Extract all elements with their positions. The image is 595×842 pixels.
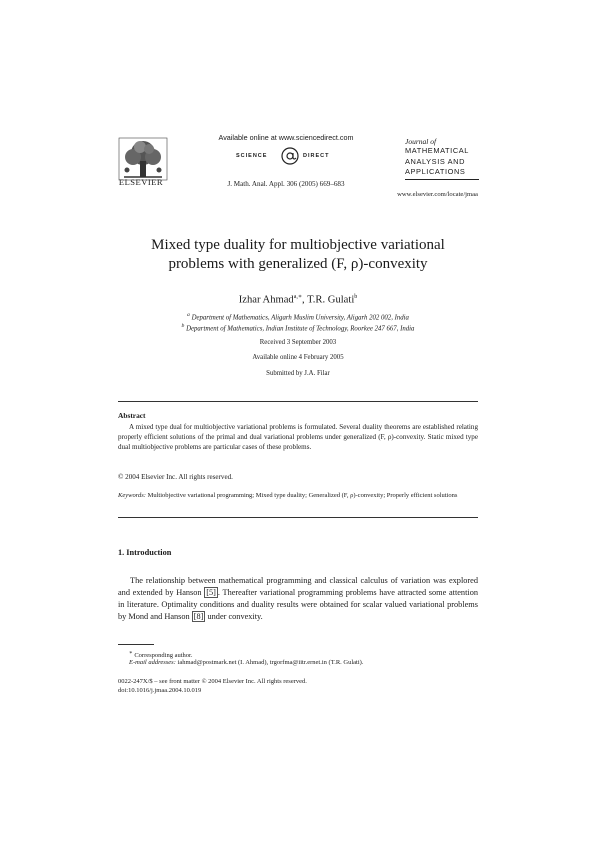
intro-text: under convexity.: [205, 612, 263, 622]
introduction-paragraph: [118, 575, 478, 623]
received-date: Received 3 September 2003: [259, 339, 337, 346]
abstract-paragraph: A mixed type dual for multiobjective variational problems is formulated. Several duality theorems are established relating properly efficient solutions of the primal and dual variational problems under generalized (F, ρ)-convexity. Static mixed type dual multiobjective problems are particular cases of these problems.: [118, 423, 478, 451]
footnote-text: Corresponding author.: [134, 652, 193, 660]
title-line-2: problems with generalized (F, ρ)-convexity: [168, 256, 428, 272]
author-superscript: a,∗: [293, 294, 302, 300]
title-line-1: Mixed type duality for multiobjective variational: [151, 237, 445, 253]
journal-line-3: APPLICATIONS: [405, 167, 466, 176]
sciencedirect-right: DIRECT: [303, 153, 330, 159]
affiliation-text: Department of Mathematics, Indian Institute of Technology, Roorkee 247 667, India: [186, 325, 415, 333]
submitted-by: Submitted by J.A. Filar: [266, 370, 330, 377]
divider: [118, 401, 478, 402]
article-title: [118, 236, 478, 274]
affiliation-b: [118, 323, 478, 332]
author-name: T.R. Gulati: [307, 294, 355, 306]
journal-citation: J. Math. Anal. Appl. 306 (2005) 669–683: [227, 180, 345, 188]
sciencedirect-logo: [236, 147, 356, 165]
keywords-text: Multiobjective variational programming; Mixed type duality; Generalized (F, ρ)-convexity; Properly efficient solutions: [147, 492, 458, 499]
journal-of-label: Journal of: [405, 137, 437, 146]
footnote-rule: [118, 644, 154, 645]
affiliation-mark: a: [187, 312, 190, 318]
citation-link[interactable]: [8]: [193, 612, 204, 622]
footnote-email: [118, 658, 478, 667]
affiliation-a: [118, 312, 478, 321]
intro-text: The relationship between mathematical programming and classical calculus of variation was explored and extended by Hanson: [118, 576, 478, 598]
email-label: E-mail addresses:: [129, 659, 176, 666]
introduction-body: [118, 575, 478, 623]
issn-line: 0022-247X/$ – see front matter © 2004 Elsevier Inc. All rights reserved.: [118, 678, 307, 685]
journal-url[interactable]: www.elsevier.com/locate/jmaa: [397, 191, 478, 198]
doi-line[interactable]: doi:10.1016/j.jmaa.2004.10.019: [118, 687, 202, 694]
author-name: Izhar Ahmad: [238, 294, 294, 306]
email-text: iahmad@postmark.net (I. Ahmad), trgorfma@iitr.ernet.in (T.R. Gulati).: [177, 659, 364, 666]
author-list: Izhar Ahmad$^{a,∗}$, T.R. Gulati$^b$: [238, 294, 358, 306]
publisher-wordmark: ELSEVIER: [118, 177, 164, 187]
footnote-mark: ∗: [129, 650, 133, 656]
divider: [118, 517, 478, 518]
author-superscript: b: [354, 294, 358, 300]
affiliation-text: Department of Mathematics, Aligarh Muslim University, Aligarh 202 002, India: [191, 314, 409, 322]
journal-line-1: MATHEMATICAL: [405, 146, 469, 155]
abstract-heading: Abstract: [118, 411, 146, 420]
abstract-copyright: © 2004 Elsevier Inc. All rights reserved.: [118, 473, 233, 481]
at-sign-icon: [280, 147, 300, 165]
abstract-body: [118, 422, 478, 452]
section-heading: 1. Introduction: [118, 548, 172, 557]
available-date: Available online 4 February 2005: [252, 354, 344, 361]
keywords: [118, 491, 478, 501]
available-online-text: Available online at www.sciencedirect.com: [218, 133, 354, 142]
journal-rule: [405, 179, 479, 180]
sciencedirect-left: SCIENCE: [236, 153, 268, 159]
journal-line-2: ANALYSIS AND: [405, 156, 466, 166]
affiliation-mark: b: [181, 323, 185, 329]
citation-link[interactable]: [5]: [206, 588, 216, 598]
intro-text: . Thereafter variational programming problems have attracted some attention in literature. Optimality conditions and duality results were obtained for scalar valued variational problems by Mond and Hanson: [118, 588, 478, 622]
keywords-label: Keywords:: [118, 492, 146, 499]
journal-logo: [405, 138, 479, 180]
